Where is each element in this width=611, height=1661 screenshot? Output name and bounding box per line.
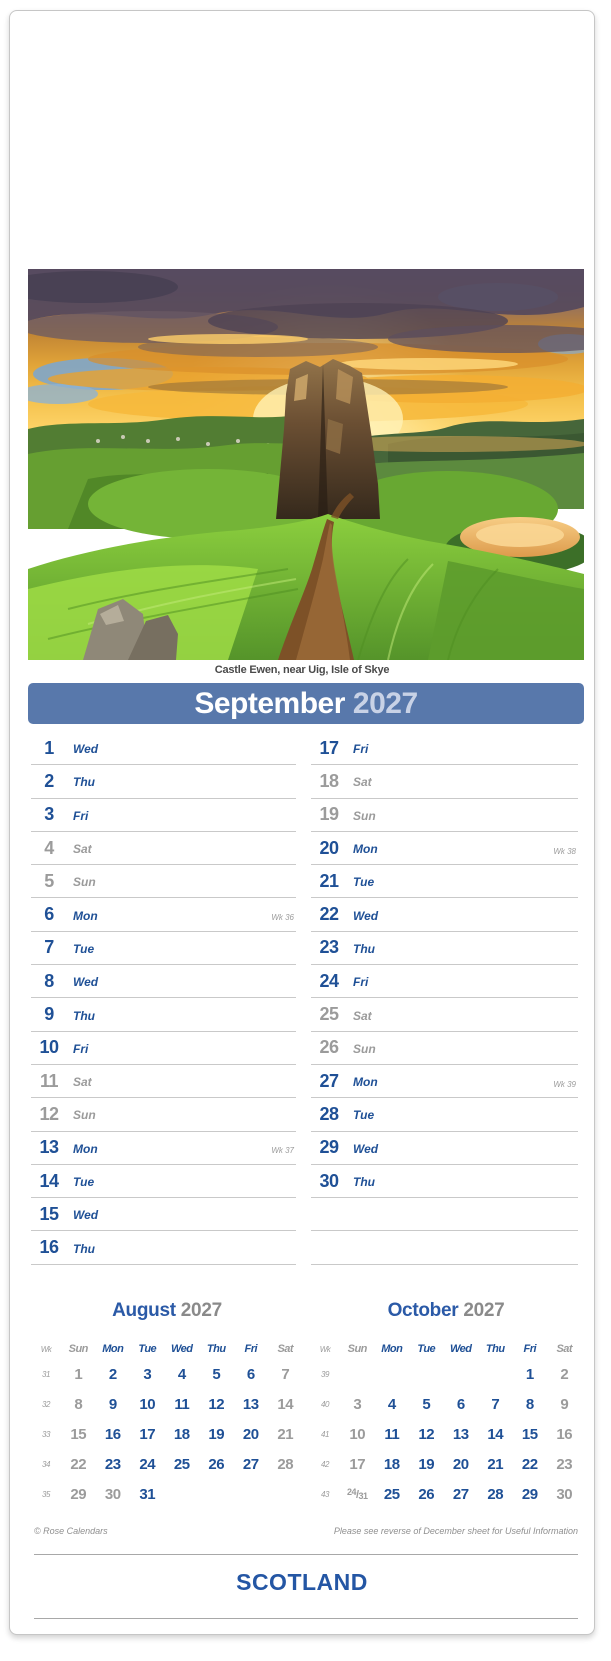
week-number-label: Wk 38: [553, 846, 576, 856]
date-row: [31, 1132, 296, 1165]
date-number: 8: [44, 970, 54, 991]
mini-week-number: 41: [321, 1429, 329, 1439]
mini-day-cell: [375, 1359, 410, 1389]
mini-week-number: 34: [42, 1459, 50, 1469]
mini-day-header: Fri: [244, 1343, 258, 1355]
mini-day-cell: 26: [208, 1455, 225, 1473]
mini-day-cell: 12: [208, 1395, 225, 1413]
date-number: 3: [44, 804, 54, 825]
date-number: 16: [39, 1237, 59, 1258]
mini-day-cell: 13: [452, 1425, 469, 1443]
day-name: Tue: [353, 875, 375, 890]
mini-day-cell: 18: [383, 1455, 400, 1473]
date-number: 24: [319, 970, 339, 991]
day-name: Thu: [73, 775, 95, 790]
date-number: 17: [319, 737, 339, 758]
mini-day-header: Fri: [523, 1343, 537, 1355]
mini-day-cell: 22: [70, 1455, 87, 1473]
mini-day-cell: [234, 1479, 269, 1509]
mini-calendar-title: [310, 1299, 582, 1325]
mini-day-cell: 22: [521, 1455, 538, 1473]
date-row: [31, 1098, 296, 1131]
mini-day-cell: 9: [560, 1395, 569, 1413]
date-number: 5: [44, 870, 54, 891]
mini-day-cell: [268, 1479, 303, 1509]
mini-day-cell: [478, 1359, 513, 1389]
date-row: [311, 1098, 578, 1131]
mini-day-cell: 5: [212, 1365, 221, 1383]
date-row: [311, 1165, 578, 1198]
mini-day-header: Tue: [417, 1343, 436, 1355]
mini-day-cell: 28: [487, 1485, 504, 1503]
day-name: Thu: [73, 1241, 95, 1256]
mini-day-cell: 14: [487, 1425, 504, 1443]
mini-day-cell: 30: [104, 1485, 121, 1503]
date-row: [31, 898, 296, 931]
date-row: [31, 799, 296, 832]
date-number: 22: [319, 904, 339, 925]
mini-day-header: Sat: [556, 1343, 573, 1355]
week-number-label: Wk 36: [271, 913, 294, 923]
mini-day-cell: 6: [246, 1365, 255, 1383]
day-name: Wed: [353, 908, 379, 923]
mini-day-header: Sun: [68, 1343, 88, 1355]
region-title: SCOTLAND: [236, 1569, 368, 1595]
mini-day-cell: [444, 1359, 479, 1389]
mini-day-cell: 25: [383, 1485, 400, 1503]
mini-day-cell: 4: [387, 1395, 396, 1413]
date-number: 25: [319, 1004, 339, 1025]
mini-calendar-october: [310, 1299, 582, 1509]
date-row: [311, 765, 578, 798]
mini-month-name: August: [112, 1300, 176, 1321]
mini-day-cell: 10: [349, 1425, 366, 1443]
mini-week-number: 42: [321, 1459, 329, 1469]
month-header-bar: [28, 683, 584, 724]
mini-month-year: 2027: [463, 1300, 505, 1321]
date-number: 29: [319, 1137, 339, 1158]
mini-day-cell: 19: [418, 1455, 435, 1473]
day-name: Wed: [353, 1141, 379, 1156]
mini-day-cell: 29: [70, 1485, 87, 1503]
mini-day-cell: [199, 1479, 234, 1509]
date-row: [31, 765, 296, 798]
mini-day-cell: 6: [456, 1395, 465, 1413]
mini-day-header: Mon: [381, 1343, 403, 1355]
mini-day-cell: 1: [74, 1365, 83, 1383]
mini-day-header: Mon: [102, 1343, 124, 1355]
mini-day-cell: 21: [277, 1425, 294, 1443]
date-row: [311, 898, 578, 931]
mini-day-cell: 29: [521, 1485, 538, 1503]
mini-month-name: October: [387, 1300, 459, 1321]
month-year: 2027: [352, 687, 418, 720]
mini-day-cell: 2: [108, 1365, 117, 1383]
date-row: [31, 965, 296, 998]
day-name: Sun: [353, 1041, 376, 1056]
mini-day-cell: 15: [521, 1425, 538, 1443]
date-number: 4: [44, 837, 54, 858]
date-row: [311, 998, 578, 1031]
date-number: 27: [319, 1070, 339, 1091]
date-row: [31, 1032, 296, 1065]
date-number: 20: [319, 837, 339, 858]
mini-day-cell: 25: [173, 1455, 190, 1473]
mini-week-number: 39: [321, 1369, 329, 1379]
mini-day-cell: 8: [525, 1395, 534, 1413]
date-number: 23: [319, 937, 339, 958]
copyright-text: © Rose Calendars: [34, 1526, 108, 1536]
date-row: [311, 799, 578, 832]
mini-day-header: Wed: [449, 1343, 472, 1355]
mini-day-header: Thu: [485, 1343, 505, 1355]
date-number: 18: [319, 770, 339, 791]
date-row: [311, 1065, 578, 1098]
mini-day-cell: 17: [139, 1425, 156, 1443]
mini-day-cell: 13: [242, 1395, 259, 1413]
date-row: [31, 1065, 296, 1098]
mini-calendar-grid: [310, 1339, 582, 1509]
date-row: [31, 865, 296, 898]
mini-day-cell: 15: [70, 1425, 87, 1443]
mini-day-cell: 17: [349, 1455, 366, 1473]
date-row: [311, 965, 578, 998]
mini-day-cell: [409, 1359, 444, 1389]
mini-day-cell: 20: [452, 1455, 469, 1473]
mini-day-cell: 19: [208, 1425, 225, 1443]
date-number: 28: [319, 1103, 339, 1124]
date-row: [31, 1165, 296, 1198]
mini-day-cell: 14: [277, 1395, 294, 1413]
day-name: Thu: [353, 1175, 375, 1189]
calendar-page: [9, 10, 595, 1635]
date-row: [311, 865, 578, 898]
mini-day-cell: 12: [418, 1425, 435, 1443]
footer-divider-top: [34, 1554, 578, 1555]
day-name: Sun: [353, 808, 376, 823]
mini-day-header: Sat: [277, 1343, 294, 1355]
day-name: Thu: [353, 941, 375, 956]
day-name: Mon: [353, 1075, 378, 1090]
mini-week-number: 43: [321, 1489, 329, 1499]
day-name: Sun: [73, 875, 96, 890]
month-name: September: [194, 687, 345, 720]
date-column-left: [31, 732, 296, 1265]
date-number: 19: [319, 804, 339, 825]
date-row: [311, 932, 578, 965]
mini-day-cell: 5: [422, 1395, 431, 1413]
mini-day-cell: 11: [384, 1425, 400, 1443]
date-number: 30: [319, 1170, 339, 1191]
mini-day-cell: 21: [487, 1455, 504, 1473]
mini-day-cell: 4: [177, 1365, 186, 1383]
photo-caption: Castle Ewen, near Uig, Isle of Skye: [214, 664, 390, 676]
mini-day-cell: 30: [556, 1485, 573, 1503]
day-name: Fri: [73, 808, 89, 823]
day-name: Wed: [73, 742, 99, 757]
mini-calendar-title: [31, 1299, 303, 1325]
mini-day-cell: 24/31: [346, 1487, 368, 1501]
mini-day-cell: 18: [173, 1425, 190, 1443]
mini-day-cell: 3: [353, 1395, 362, 1413]
mini-day-cell: [340, 1359, 375, 1389]
date-number: 1: [44, 737, 54, 758]
reverse-note-text: Please see reverse of December sheet for Useful Information: [333, 1526, 578, 1536]
mini-day-cell: 27: [452, 1485, 469, 1503]
date-row: [311, 832, 578, 865]
date-row: [311, 1032, 578, 1065]
mini-day-cell: 3: [143, 1365, 152, 1383]
day-name: Fri: [353, 975, 369, 990]
mini-day-header: Tue: [138, 1343, 157, 1355]
day-name: Wed: [73, 975, 99, 990]
date-number: 21: [319, 870, 339, 891]
mini-day-cell: 27: [242, 1455, 259, 1473]
mini-day-cell: 28: [277, 1455, 294, 1473]
date-row: [31, 932, 296, 965]
date-number: 2: [44, 770, 54, 791]
landscape-sunset-illustration: [28, 269, 584, 660]
date-number: 13: [39, 1137, 59, 1158]
day-name: Sat: [353, 775, 372, 790]
mini-day-cell: 31: [139, 1485, 156, 1503]
mini-day-cell: 20: [242, 1425, 259, 1443]
week-number-label: Wk 37: [271, 1146, 294, 1156]
date-row: [31, 732, 296, 765]
day-name: Tue: [73, 941, 95, 956]
mini-day-cell: 8: [74, 1395, 83, 1413]
day-name: Tue: [73, 1175, 95, 1189]
date-number: 14: [39, 1170, 59, 1191]
mini-calendar-august: [31, 1299, 303, 1509]
date-number: 7: [44, 937, 54, 958]
mini-day-cell: 16: [556, 1425, 573, 1443]
day-name: Sat: [73, 842, 92, 857]
day-name: Thu: [73, 1008, 95, 1023]
mini-day-cell: 26: [418, 1485, 435, 1503]
day-name: Wed: [73, 1208, 99, 1223]
date-row: [31, 998, 296, 1031]
date-number: 11: [39, 1070, 59, 1091]
mini-day-cell: 23: [104, 1455, 121, 1473]
calendar-photo: [28, 269, 584, 660]
date-row: [31, 1231, 296, 1264]
mini-day-cell: 7: [491, 1395, 500, 1413]
mini-week-number: 40: [321, 1399, 329, 1409]
date-number: 15: [39, 1203, 59, 1224]
mini-day-cell: 24: [139, 1455, 156, 1473]
mini-day-header: Wed: [170, 1343, 193, 1355]
mini-day-cell: 9: [108, 1395, 117, 1413]
date-number: 10: [39, 1037, 59, 1058]
date-row: [31, 832, 296, 865]
mini-day-cell: 11: [174, 1395, 190, 1413]
mini-week-number: 32: [42, 1399, 50, 1409]
day-name: Fri: [73, 1041, 89, 1056]
mini-day-cell: 16: [104, 1425, 121, 1443]
mini-calendar-grid: [31, 1339, 303, 1509]
footer-divider-bottom: [34, 1618, 578, 1619]
mini-week-column-header: Wk: [319, 1344, 331, 1354]
date-row: [311, 732, 578, 765]
mini-week-number: 35: [42, 1489, 50, 1499]
mini-day-header: Sun: [347, 1343, 367, 1355]
date-column-right: [311, 732, 578, 1265]
date-row: [311, 1132, 578, 1165]
date-number: 6: [44, 904, 54, 925]
date-row: [311, 1231, 578, 1264]
mini-day-cell: 2: [560, 1365, 569, 1383]
day-name: Mon: [73, 908, 98, 923]
mini-day-header: Thu: [206, 1343, 226, 1355]
day-name: Mon: [73, 1141, 98, 1156]
date-row: [31, 1198, 296, 1231]
mini-week-number: 33: [42, 1429, 50, 1439]
mini-day-cell: 23: [556, 1455, 573, 1473]
mini-day-cell: [165, 1479, 200, 1509]
date-row: [311, 1198, 578, 1231]
day-name: Sun: [73, 1108, 96, 1123]
date-number: 26: [319, 1037, 339, 1058]
day-name: Sat: [73, 1075, 92, 1090]
week-number-label: Wk 39: [553, 1079, 576, 1089]
day-name: Sat: [353, 1008, 372, 1023]
mini-week-number: 31: [42, 1369, 50, 1379]
mini-month-year: 2027: [180, 1300, 222, 1321]
day-name: Fri: [353, 742, 369, 757]
mini-day-cell: 10: [139, 1395, 156, 1413]
day-name: Mon: [353, 842, 378, 857]
mini-day-cell: 7: [281, 1365, 290, 1383]
date-number: 9: [44, 1004, 54, 1025]
day-name: Tue: [353, 1108, 375, 1123]
date-number: 12: [39, 1103, 59, 1124]
mini-day-cell: 1: [525, 1365, 534, 1383]
mini-week-column-header: Wk: [40, 1344, 52, 1354]
